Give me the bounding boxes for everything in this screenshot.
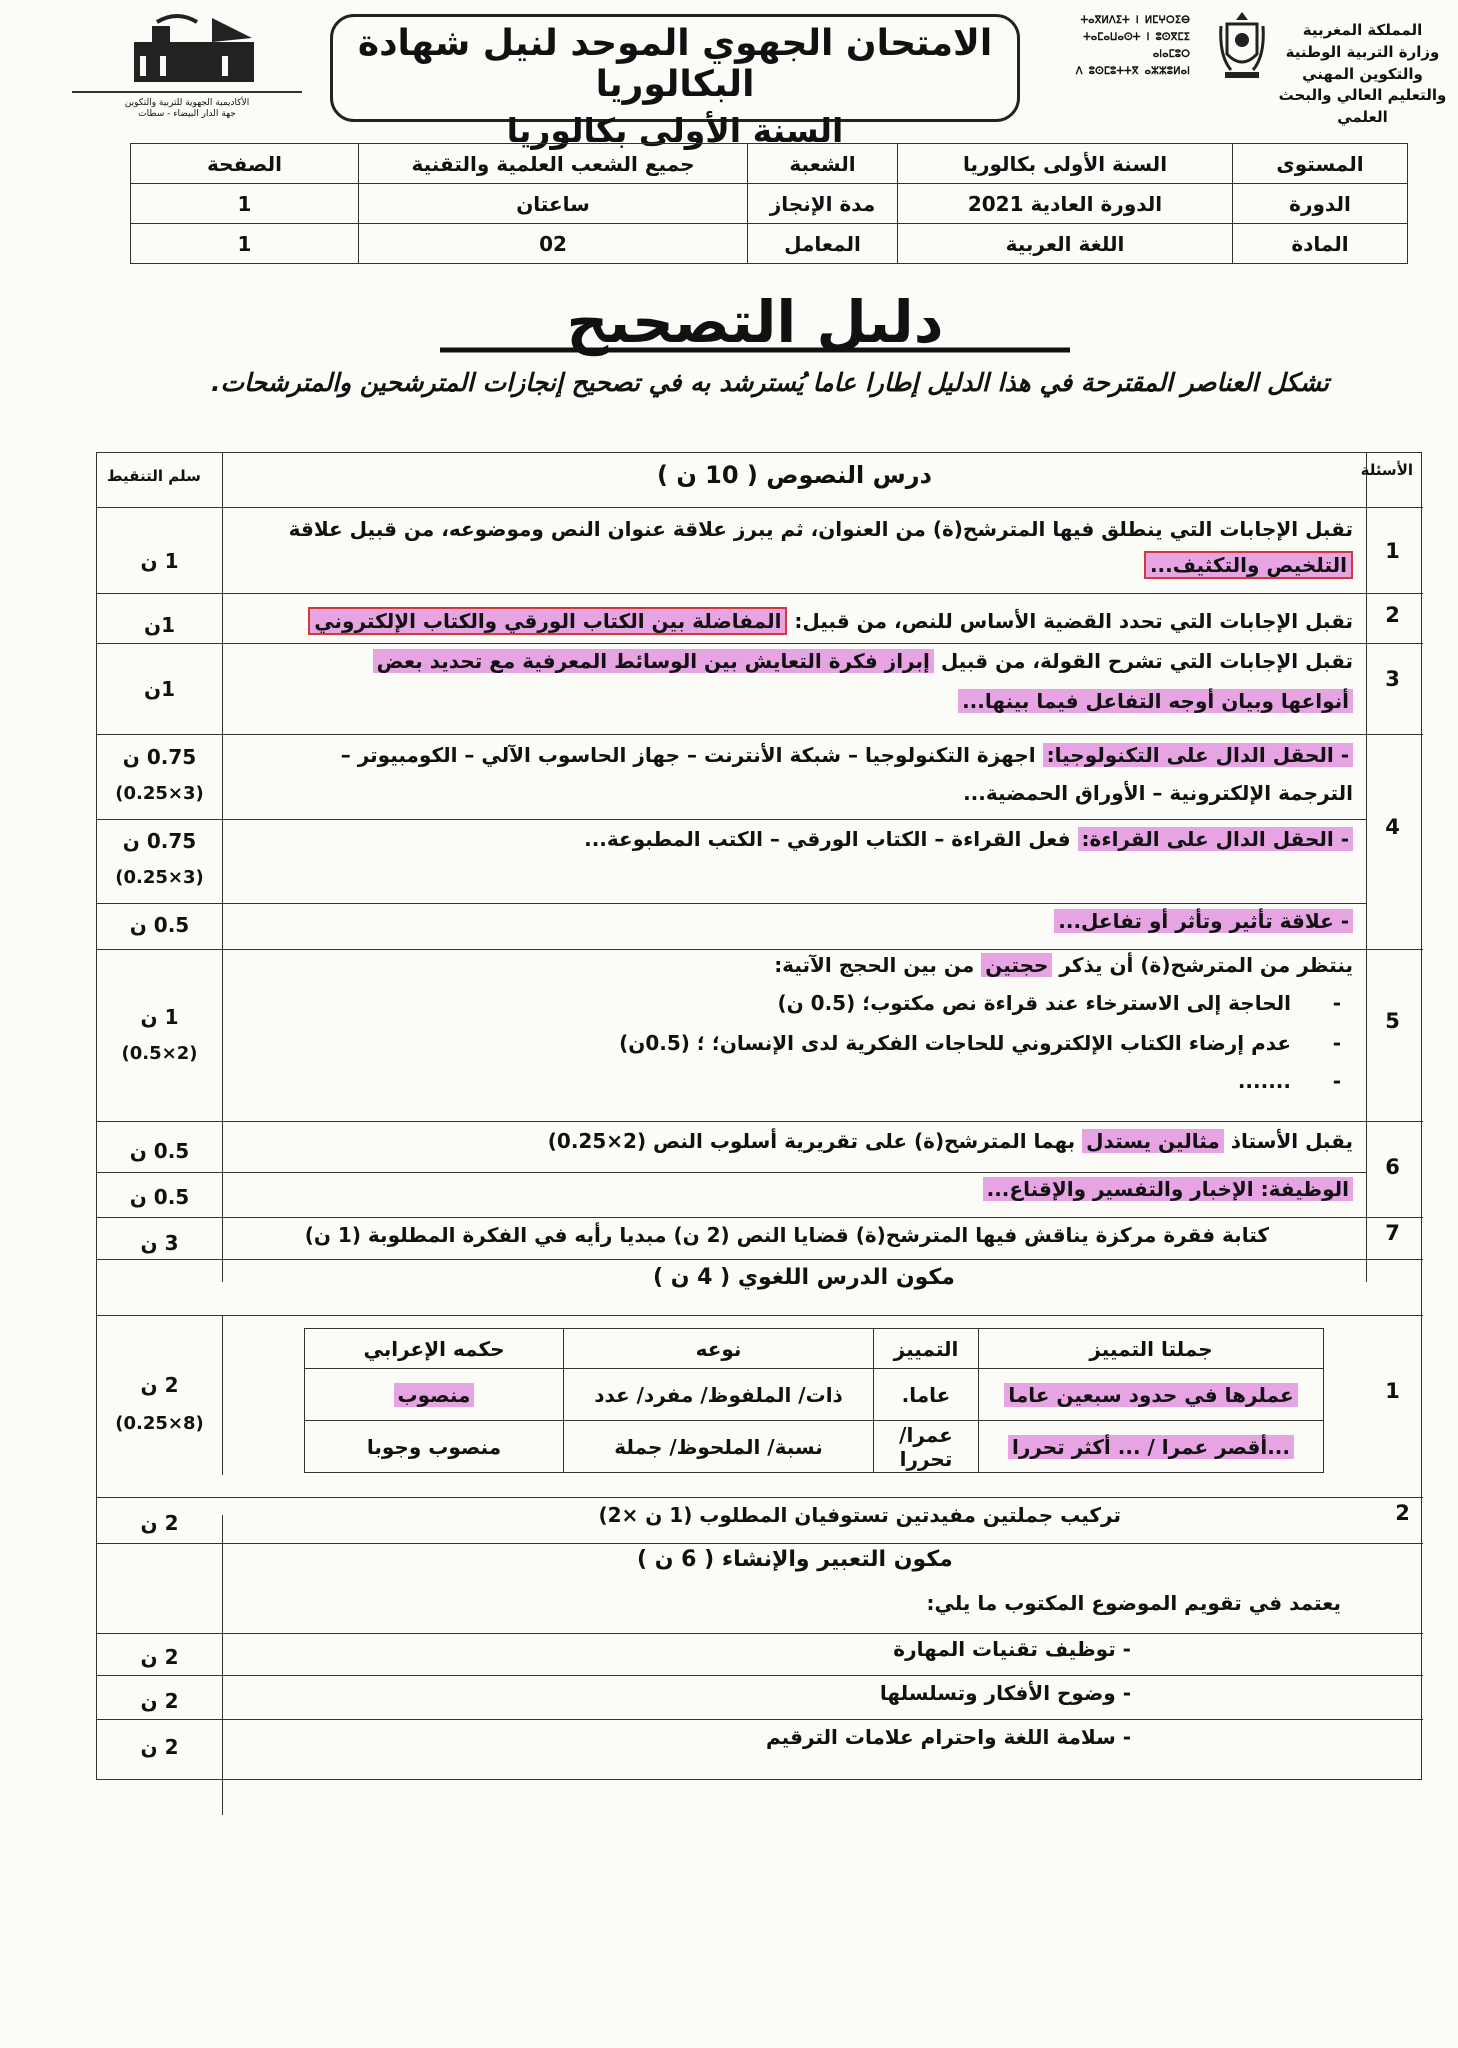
q4-a-line1: - الحقل الدال على التكنولوجيا: اجهزة التكنولوجيا – شبكة الأنترنت – جهاز الحاسوب الآلي – الكومبيوتر – — [341, 743, 1353, 767]
grammar-r1-type: ذات/ الملفوظ/ مفرد/ عدد — [564, 1369, 874, 1421]
guide-title-text: دليل التصحيح — [566, 288, 944, 356]
guide-title-calligraphy — [380, 280, 1130, 380]
grammar-header-sentences: جملتا التمييز — [979, 1329, 1324, 1369]
q2-score: 1ن — [144, 613, 175, 637]
header-scale: سلم التنقيط — [107, 467, 201, 485]
g2-text: تركيب جملتين مفيدتين تستوفيان المطلوب (1 ن ×2) — [598, 1503, 1121, 1527]
q5-number: 5 — [1385, 1009, 1400, 1033]
q7-number: 7 — [1385, 1221, 1400, 1245]
q7-text: كتابة فقرة مركزة يناقش فيها المترشح(ة) قضايا النص (2 ن) مبديا رأيه في الفكرة المطلوبة (1 ن) — [304, 1223, 1269, 1247]
q4-a-score: 0.75 ن — [122, 745, 197, 769]
session-label: الدورة — [1233, 184, 1408, 224]
kingdom-text: المملكة المغربية وزارة التربية الوطنية والتكوين المهني والتعليم العالي والبحث العلمي — [1278, 21, 1447, 126]
grammar-r1-tamyiz: عاما. — [874, 1369, 979, 1421]
ministry-logo — [1050, 6, 1450, 126]
q3-text-c: أنواعها وبيان أوجه التفاعل فيما بينها... — [958, 689, 1353, 713]
q4-number: 4 — [1385, 815, 1400, 839]
q5-detail: (2×0.5) — [121, 1043, 198, 1064]
q1-score: 1 ن — [140, 549, 179, 573]
q1-text-a: تقبل الإجابات التي ينطلق فيها المترشح(ة) من العنوان، ثم يبرز علاقة عنوان النص وموضوعه، من قبيل علاقة — [288, 517, 1353, 541]
grammar-table — [304, 1328, 1324, 1473]
exam-title-line2: السنة الأولى بكالوريا — [506, 111, 844, 150]
branch-label: الشعبة — [748, 144, 898, 184]
level-label: المستوى — [1233, 144, 1408, 184]
academy-text: الأكاديمية الجهوية للتربية والتكوين جهة الدار البيضاء - سطات — [124, 98, 250, 119]
duration-value: ساعتان — [359, 184, 748, 224]
grammar-r2-case: منصوب وجوبا — [305, 1421, 564, 1473]
page-label: الصفحة — [131, 144, 359, 184]
q3-text-a: تقبل الإجابات التي تشرح القولة، من قبيل إبراز فكرة التعايش بين الوسائط المعرفية مع تحديد بعض — [373, 649, 1353, 673]
grammar-r2-tamyiz: عمرا/ تحررا — [874, 1421, 979, 1473]
grammar-header-case: حكمه الإعرابي — [305, 1329, 564, 1369]
section-texts-title: درس النصوص ( 10 ن ) — [657, 461, 932, 489]
section-expression-title: مكون التعبير والإنشاء ( 6 ن ) — [637, 1547, 953, 1572]
q5-item1: -الحاجة إلى الاسترخاء عند قراءة نص مكتوب؛ (0.5 ن) — [777, 991, 1341, 1015]
coefficient-value: 02 — [359, 224, 748, 264]
g1-score: 2 ن — [140, 1373, 179, 1397]
grammar-r2-sentence: ...أقصر عمرا / ... أكثر تحررا — [979, 1421, 1324, 1473]
expression-item2-score: 2 ن — [140, 1689, 179, 1713]
expression-item3: - سلامة اللغة واحترام علامات الترقيم — [766, 1725, 1131, 1749]
g2-score: 2 ن — [140, 1511, 179, 1535]
q6-number: 6 — [1385, 1155, 1400, 1179]
expression-item1-score: 2 ن — [140, 1645, 179, 1669]
q5-item2: -عدم إرضاء الكتاب الإلكتروني للحاجات الفكرية لدى الإنسان؛ ؛ (0.5ن) — [619, 1031, 1341, 1055]
tifinagh-text: ⵜⴰⴳⵍⴷⵉⵜ ⵏ ⵍⵎⵖⵔⵉⴱ ⵜⴰⵎⴰⵡⴰⵙⵜ ⵏ ⵓⵙⴳⵎⵉ ⴰⵏⴰⵎⵓⵔ ⴷ ⵓⵙⵎⵓⵜⵜⴳ ⴰⵣⵣⵓⵍⴰⵏ — [1075, 15, 1190, 77]
intro-text: تشكل العناصر المقترحة في هذا الدليل إطارا عاما يُسترشد به في تصحيح إنجازات المترشحين والمترشحات. — [210, 368, 1330, 397]
q4-a-line2: الترجمة الإلكترونية – الأوراق الحمضية... — [963, 781, 1353, 805]
q4-c-score: 0.5 ن — [129, 913, 190, 937]
branch-value: جميع الشعب العلمية والتقنية — [359, 144, 748, 184]
grammar-r1-case: منصوب — [305, 1369, 564, 1421]
expression-intro: يعتمد في تقويم الموضوع المكتوب ما يلي: — [926, 1591, 1341, 1615]
grammar-header-tamyiz: التمييز — [874, 1329, 979, 1369]
duration-label: مدة الإنجاز — [748, 184, 898, 224]
q4-c-line: - علاقة تأثير وتأثر أو تفاعل... — [1054, 909, 1353, 933]
q5-item3: -....... — [1237, 1069, 1341, 1093]
grammar-r1-sentence: عملرها في حدود سبعين عاما — [979, 1369, 1324, 1421]
q6-line2: الوظيفة: الإخبار والتفسير والإقناع... — [983, 1177, 1353, 1201]
page-number-2: 1 — [131, 224, 359, 264]
page-number-1: 1 — [131, 184, 359, 224]
section-language-title: مكون الدرس اللغوي ( 4 ن ) — [653, 1265, 955, 1290]
q4-b-line: - الحقل الدال على القراءة: فعل القراءة – الكتاب الورقي – الكتب المطبوعة... — [584, 827, 1353, 851]
q6-score-b: 0.5 ن — [129, 1185, 190, 1209]
exam-info-table — [130, 143, 1408, 264]
grading-table — [96, 452, 1422, 1780]
academy-logo — [62, 12, 312, 124]
q6-line1: يقبل الأستاذ مثالين يستدل بهما المترشح(ة) على تقريرية أسلوب النص (2×0.25) — [547, 1129, 1353, 1153]
subject-value: اللغة العربية — [898, 224, 1233, 264]
q2-number: 2 — [1385, 603, 1400, 627]
expression-item1: - توظيف تقنيات المهارة — [893, 1637, 1131, 1661]
q6-score-a: 0.5 ن — [129, 1139, 190, 1163]
expression-item2: - وضوح الأفكار وتسلسلها — [879, 1681, 1131, 1705]
g1-detail: (8×0.25) — [115, 1413, 204, 1434]
q1-text-b: التلخيص والتكثيف... — [1144, 553, 1353, 577]
guide-title — [380, 280, 1130, 380]
q5-score: 1 ن — [140, 1005, 179, 1029]
q4-a-detail: (3×0.25) — [115, 783, 204, 804]
q3-number: 3 — [1385, 667, 1400, 691]
level-value: السنة الأولى بكالوريا — [898, 144, 1233, 184]
exam-title-box — [330, 14, 1020, 150]
grammar-r2-type: نسبة/ الملحوظ/ جملة — [564, 1421, 874, 1473]
grammar-header-type: نوعه — [564, 1329, 874, 1369]
header-questions: الأسئلة — [1360, 461, 1413, 479]
exam-title-line1: الامتحان الجهوي الموحد لنيل شهادة البكالوريا — [357, 23, 993, 105]
g2-number: 2 — [1395, 1501, 1410, 1525]
session-value: الدورة العادية 2021 — [898, 184, 1233, 224]
coefficient-label: المعامل — [748, 224, 898, 264]
expression-item3-score: 2 ن — [140, 1735, 179, 1759]
g1-number: 1 — [1385, 1379, 1400, 1403]
q2-text: تقبل الإجابات التي تحدد القضية الأساس للنص، من قبيل: المفاضلة بين الكتاب الورقي والكتاب الإلكتروني — [308, 609, 1353, 633]
q4-b-score: 0.75 ن — [122, 829, 197, 853]
q5-intro: ينتظر من المترشح(ة) أن يذكر حجتين من بين الحجج الآتية: — [774, 953, 1353, 977]
q7-score: 3 ن — [140, 1231, 179, 1255]
q3-score: 1ن — [144, 677, 175, 701]
kingdom-emblem-icon — [1219, 10, 1265, 82]
q1-number: 1 — [1385, 539, 1400, 563]
q4-b-detail: (3×0.25) — [115, 867, 204, 888]
subject-label: المادة — [1233, 224, 1408, 264]
